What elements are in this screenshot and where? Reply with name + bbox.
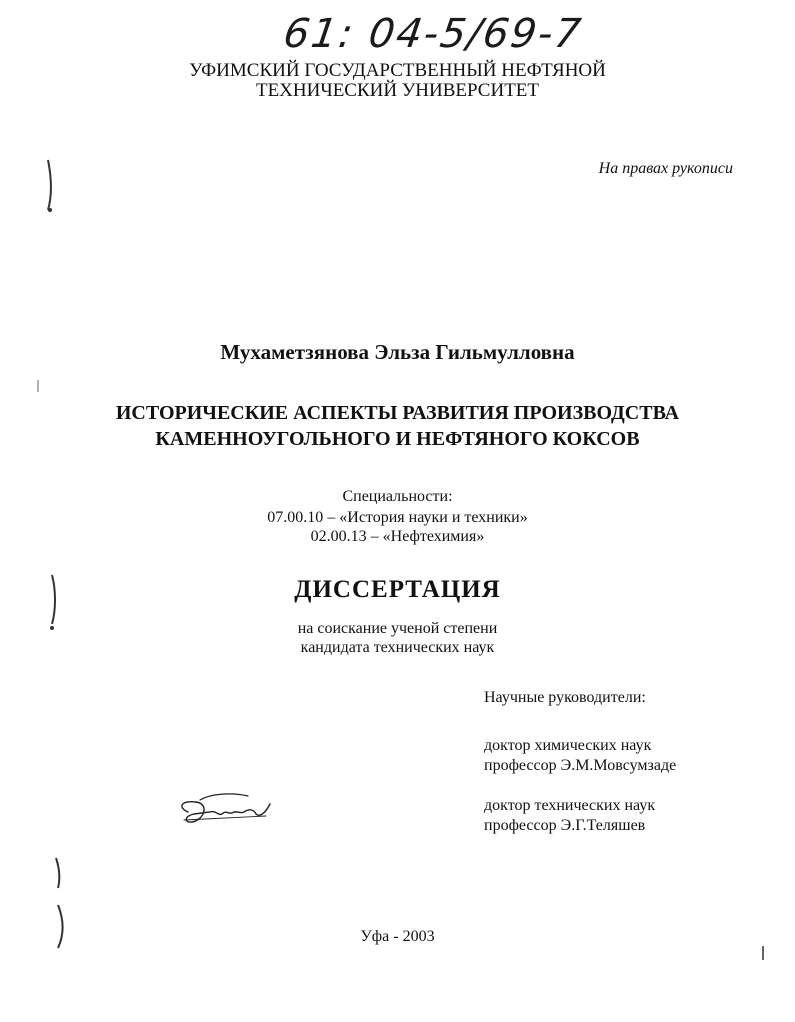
thesis-title-line1: ИСТОРИЧЕСКИЕ АСПЕКТЫ РАЗВИТИЯ ПРОИЗВОДСТВА (115, 402, 680, 424)
signature-handwritten (170, 790, 280, 830)
author-name: Мухаметзянова Эльза Гильмулловна (220, 340, 575, 364)
advisor-name: профессор Э.М.Мовсумзаде (484, 757, 677, 774)
document-type-heading: ДИССЕРТАЦИЯ (294, 576, 501, 603)
specialty-item: 07.00.10 – «История науки и техники» (267, 509, 528, 526)
degree-line1: на соискание ученой степени (297, 620, 498, 637)
degree-line2: кандидата технических наук (300, 639, 495, 656)
advisor-degree: доктор химических наук (484, 737, 652, 754)
specialties-label: Специальности: (342, 488, 453, 505)
thesis-title-line2: КАМЕННОУГОЛЬНОГО И НЕФТЯНОГО КОКСОВ (155, 428, 640, 450)
university-name-line2: ТЕХНИЧЕСКИЙ УНИВЕРСИТЕТ (255, 80, 540, 101)
advisor-name: профессор Э.Г.Теляшев (484, 817, 646, 834)
university-name-line1: УФИМСКИЙ ГОСУДАРСТВЕННЫЙ НЕФТЯНОЙ (189, 60, 606, 81)
archive-code-handwritten: 61: 04-5/69-7 (280, 11, 586, 57)
advisors-block (484, 688, 676, 836)
city-year: Уфа - 2003 (360, 928, 435, 945)
advisors-label: Научные руководители: (484, 689, 646, 706)
advisor-degree: доктор технических наук (484, 797, 656, 814)
specialty-item: 02.00.13 – «Нефтехимия» (310, 528, 485, 545)
manuscript-rights-note: На правах рукописи (598, 160, 733, 177)
